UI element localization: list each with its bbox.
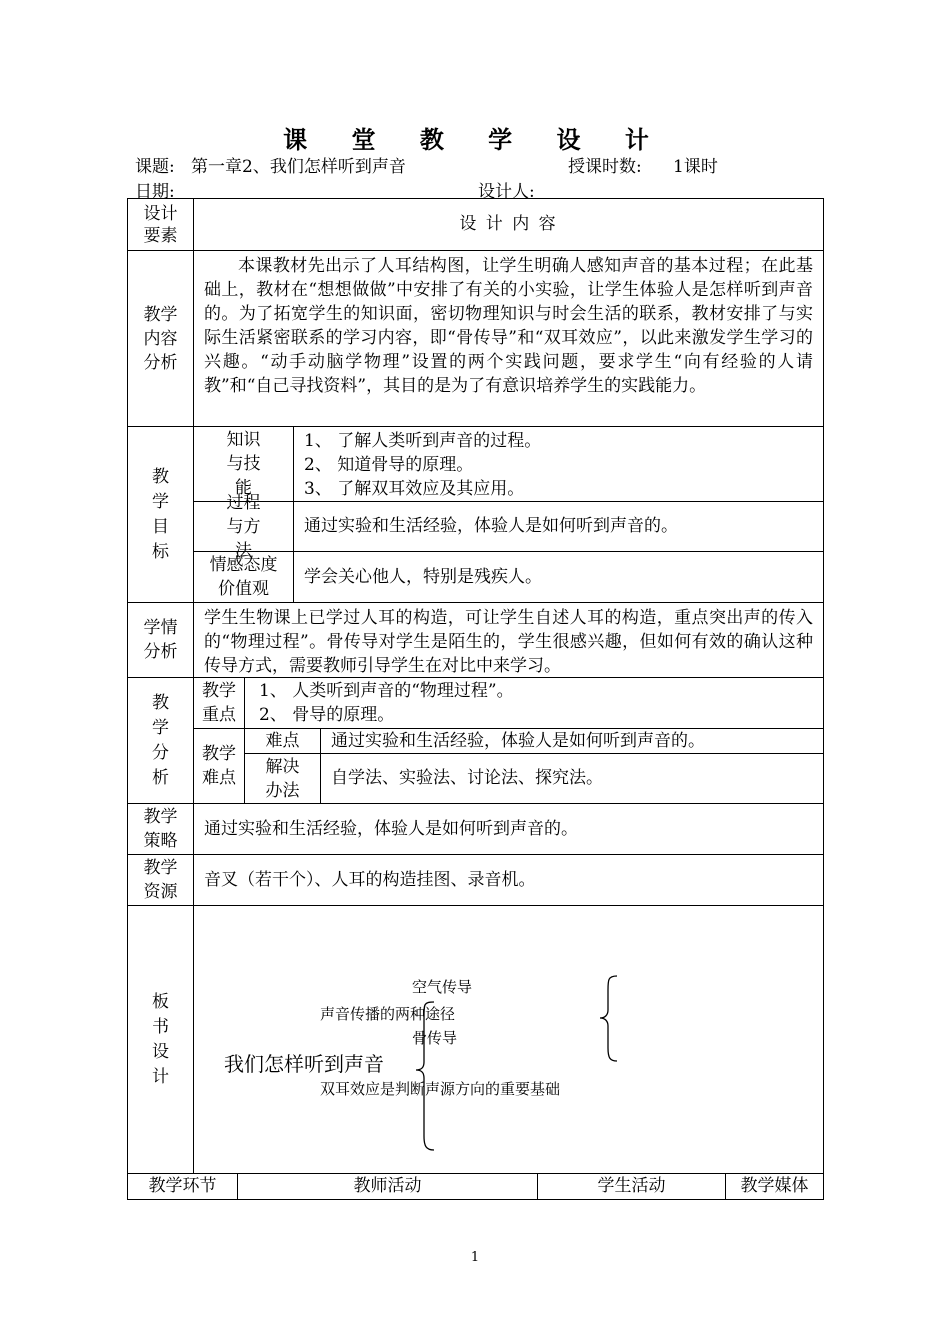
- board-design-label-char: 设: [152, 1041, 169, 1062]
- page-number: 1: [470, 1250, 480, 1265]
- learner-analysis-text: 学生生物课上已学过人耳的构造，可让学生自述人耳的构造，重点突出声的传入的“物理过程”。骨传导对学生是陌生的，学生很感兴趣，但如何有效的确认这种传导方式，需要教师引导学生在对比中来学习。: [193, 602, 824, 678]
- objectives-label-char: 标: [152, 541, 169, 562]
- hours-value: 1课时: [673, 157, 718, 177]
- difficulty-text: 通过实验和生活经验，体验人是如何听到声音的。: [320, 728, 824, 754]
- emotion-text: 学会关心他人，特别是残疾人。: [293, 551, 824, 603]
- board-binaural-effect: 双耳效应是判断声源方向的重要基础: [320, 1080, 561, 1098]
- board-design-label-char: 板: [152, 991, 169, 1012]
- objectives-label-char: 学: [152, 491, 169, 512]
- board-design-label-char: 计: [152, 1066, 169, 1087]
- solution-label: 解决办法: [244, 753, 321, 804]
- process-label: 过程与方法: [193, 501, 294, 552]
- footer-student-activity: 学生活动: [537, 1173, 726, 1200]
- header-design-elements: 设计要素: [127, 198, 194, 251]
- difficulty-sub-label: 难点: [244, 728, 321, 754]
- big-left-brace: [416, 1002, 434, 1150]
- knowledge-item: 3、 了解双耳效应及其应用。: [304, 479, 525, 499]
- process-text: 通过实验和生活经验，体验人是如何听到声音的。: [293, 501, 824, 552]
- teaching-analysis-label-char: 析: [152, 767, 169, 788]
- teaching-analysis-label-char: 学: [152, 717, 169, 738]
- key-point-item: 2、 骨导的原理。: [259, 705, 395, 725]
- key-points-label: 教学重点: [193, 677, 245, 729]
- board-two-paths: 声音传播的两种途径: [320, 1005, 456, 1023]
- board-main-title: 我们怎样听到声音: [224, 1052, 384, 1076]
- solution-text: 自学法、实验法、讨论法、探究法。: [320, 753, 824, 804]
- header-design-content: 设 计 内 容: [193, 198, 824, 251]
- knowledge-label: 知识与技能: [193, 426, 294, 502]
- content-analysis-label: 教学内容分析: [127, 250, 194, 427]
- footer-teaching-media: 教学媒体: [725, 1173, 824, 1200]
- strategy-text: 通过实验和生活经验，体验人是如何听到声音的。: [193, 803, 824, 855]
- board-bone-conduction: 骨传导: [412, 1029, 458, 1047]
- topic-label: 课题:: [135, 157, 175, 177]
- small-left-brace: [600, 976, 617, 1061]
- teaching-analysis-label-char: 分: [152, 742, 169, 763]
- emotion-label: 情感态度价值观: [193, 551, 294, 603]
- board-air-conduction: 空气传导: [412, 978, 473, 996]
- knowledge-item: 1、 了解人类听到声音的过程。: [304, 431, 542, 451]
- objectives-label-char: 教: [152, 466, 169, 487]
- board-design-label-char: 书: [152, 1016, 169, 1037]
- resources-label: 教学资源: [127, 854, 194, 906]
- teaching-analysis-label-char: 教: [152, 692, 169, 713]
- resources-text: 音叉（若干个）、人耳的构造挂图、录音机。: [193, 854, 824, 906]
- topic-value: 第一章2、我们怎样听到声音: [191, 157, 406, 177]
- footer-teaching-step: 教学环节: [127, 1173, 238, 1200]
- page-title: 课 堂 教 学 设 计: [283, 125, 667, 154]
- date-label: 日期:: [135, 182, 175, 202]
- objectives-label-char: 目: [152, 516, 169, 537]
- key-point-item: 1、 人类听到声音的“物理过程”。: [259, 681, 514, 701]
- hours-label: 授课时数:: [568, 157, 642, 177]
- learner-analysis-label: 学情分析: [127, 602, 194, 678]
- designer-label: 设计人:: [478, 182, 535, 202]
- strategy-label: 教学策略: [127, 803, 194, 855]
- footer-teacher-activity: 教师活动: [237, 1173, 538, 1200]
- difficulty-label: 教学难点: [193, 728, 245, 804]
- knowledge-item: 2、 知道骨导的原理。: [304, 455, 474, 475]
- content-analysis-text: 本课教材先出示了人耳结构图，让学生明确人感知声音的基本过程；在此基础上，教材在“想想做做”中安排了有关的小实验，让学生体验人是怎样听到声音的。为了拓宽学生的知识面，密切物理知识与时会生活的联系，教材安排了与实际生活紧密联系的学习内容，即“骨传导”和“双耳效应”，以此来激发学生学习的兴趣。“动手动脑学物理”设置的两个实践问题，要求学生“向有经验的人请教”和“自己寻找资料”，其目的是为了有意识培养学生的实践能力。: [193, 250, 824, 427]
